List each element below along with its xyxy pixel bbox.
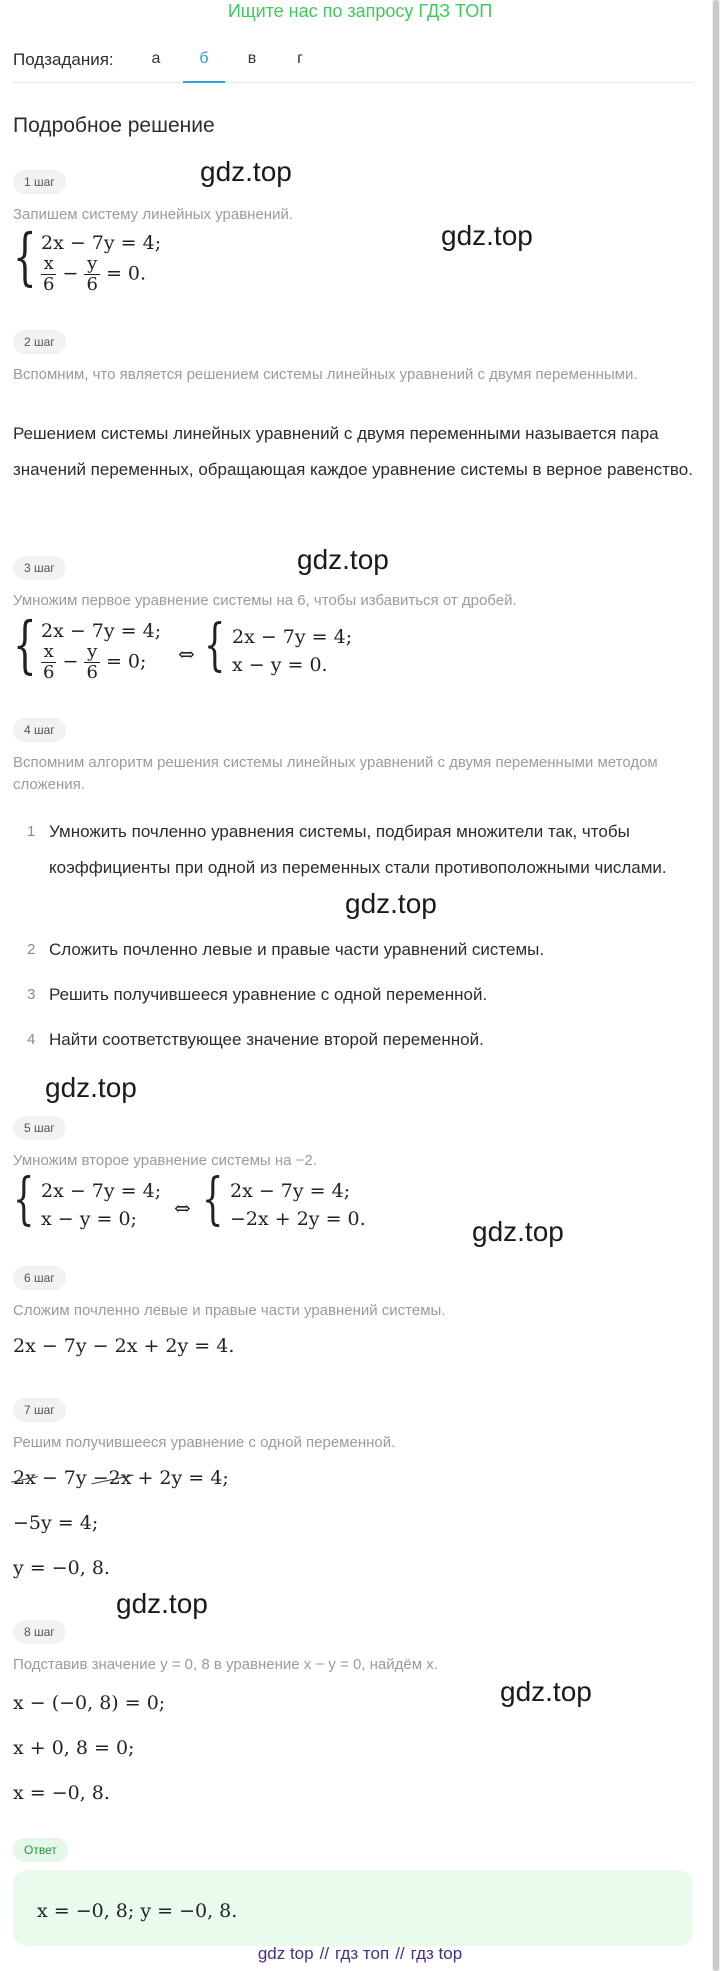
step-text: Умножим первое уравнение системы на 6, чтобы избавиться от дробей. (13, 592, 517, 609)
list-item (13, 814, 693, 922)
numerator: y (84, 254, 99, 275)
answer-equation: x = −0, 8; y = −0, 8. (37, 1900, 238, 1922)
step-chip: 6 шаг (13, 1266, 66, 1290)
list-number: 4 (27, 1031, 36, 1048)
step-text: Вспомним алгоритм решения системы линейных уравнений с двумя переменными методом сложения. (13, 754, 658, 793)
equation-part: − 7y (35, 1467, 93, 1489)
equation-tail: = 0; (105, 650, 147, 673)
watermark: gdz.top (472, 1216, 564, 1247)
subtasks-bar (13, 46, 693, 83)
scrollbar[interactable] (712, 0, 720, 1971)
footer-link[interactable]: гдз top (410, 1944, 463, 1963)
cancelled-term: −2x (92, 1467, 132, 1489)
list-number: 3 (27, 986, 36, 1003)
left-brace: { (202, 1167, 224, 1232)
watermark: gdz.top (116, 1588, 208, 1619)
answer-chip: Ответ (13, 1838, 68, 1862)
list-text: Решить получившееся уравнение с одной переменной. (49, 985, 488, 1004)
numerator: x (41, 642, 56, 663)
equation-tail: = 0. (105, 262, 147, 285)
step-chip: 2 шаг (13, 330, 66, 354)
operator: − (62, 650, 79, 673)
equation: 2x − 7y = 4; (41, 620, 162, 642)
watermark: gdz.top (200, 156, 292, 187)
tab-g[interactable]: г (297, 50, 303, 67)
equation-system (204, 613, 364, 684)
equation: x − (−0, 8) = 0; (13, 1692, 166, 1714)
equation: x = −0, 8. (13, 1782, 110, 1804)
tab-v[interactable]: в (247, 50, 257, 67)
left-brace: { (13, 1167, 35, 1232)
numerator: x (41, 254, 56, 275)
footer-link[interactable]: гдз топ (335, 1944, 390, 1963)
equation: 2x − 7y = 4; (41, 232, 162, 254)
equation: x + 0, 8 = 0; (13, 1737, 135, 1759)
list-number: 2 (27, 941, 36, 958)
promo-banner[interactable]: Ищите нас по запросу ГДЗ ТОП (227, 1, 493, 21)
cancelled-term: 2x (13, 1467, 36, 1489)
watermark: gdz.top (500, 1676, 592, 1707)
denominator: 6 (43, 662, 55, 683)
watermark: gdz.top (441, 220, 533, 251)
equivalence-symbol: ⇔ (174, 1196, 191, 1220)
tab-a[interactable]: а (151, 50, 161, 67)
equation-system (13, 1167, 163, 1238)
step-text: Запишем систему линейных уравнений. (13, 206, 294, 223)
left-brace: { (13, 220, 37, 293)
equation: −5y = 4; (13, 1512, 99, 1534)
numerator: y (84, 642, 99, 663)
watermark: gdz.top (45, 1072, 137, 1103)
equation-system (13, 220, 193, 302)
step-text: Вспомним, что является решением системы линейных уравнений с двумя переменными. (13, 366, 638, 383)
equation (41, 642, 146, 683)
definition-text: Решением системы линейных уравнений с двумя переменными называется пара значений переменных, обращающая каждое уравнение системы в верное равенство. (13, 424, 693, 479)
equation-system (13, 608, 173, 690)
step-chip: 7 шаг (13, 1398, 66, 1422)
list-text: Найти соответствующее значение второй переменной. (49, 1030, 484, 1049)
watermark: gdz.top (345, 888, 437, 919)
equation: −2x + 2y = 0. (230, 1208, 366, 1230)
watermark: gdz.top (297, 544, 389, 575)
step-chip: 3 шаг (13, 556, 66, 580)
denominator: 6 (43, 274, 55, 295)
denominator: 6 (86, 662, 98, 683)
equation: x − y = 0; (41, 1208, 137, 1230)
step-chip: 5 шаг (13, 1116, 66, 1140)
tab-b[interactable]: б (183, 50, 225, 83)
scrollbar-thumb[interactable] (713, 0, 719, 1971)
left-brace: { (204, 613, 226, 678)
step-chip: 8 шаг (13, 1620, 66, 1644)
equation-part: + 2y = 4; (131, 1467, 229, 1489)
page-title: Подробное решение (13, 114, 215, 137)
equation: 2x − 7y − 2x + 2y = 4. (13, 1335, 235, 1357)
step-text: Умножим второе уравнение системы на −2. (13, 1152, 317, 1169)
equation-cancelled (13, 1467, 229, 1489)
step-text: Сложим почленно левые и правые части уравнений системы. (13, 1302, 446, 1319)
equivalence-symbol: ⇔ (178, 642, 195, 666)
footer-separator: // (395, 1944, 405, 1963)
equation: y = −0, 8. (13, 1557, 110, 1579)
footer-separator: // (319, 1944, 330, 1963)
step-text: Подставив значение y = 0, 8 в уравнение x − y = 0, найдём x. (13, 1656, 438, 1673)
list-text: Сложить почленно левые и правые части уравнений системы. (49, 940, 545, 959)
left-brace: { (13, 608, 37, 681)
equation-system (202, 1167, 382, 1238)
footer-link[interactable]: gdz top (257, 1944, 314, 1963)
footer-links (0, 1942, 720, 1966)
list-text: Умножить почленно уравнения системы, подбирая множители так, чтобы коэффициенты при одной из переменных стали противоположными числами. (49, 822, 667, 877)
equation: x − y = 0. (232, 654, 328, 676)
equation: 2x − 7y = 4; (230, 1180, 351, 1202)
equation: 2x − 7y = 4; (232, 626, 353, 648)
list-number: 1 (27, 823, 36, 840)
equation (41, 254, 146, 295)
step-text: Решим получившееся уравнение с одной переменной. (13, 1434, 396, 1451)
answer-box (13, 1870, 693, 1946)
denominator: 6 (86, 274, 98, 295)
subtasks-label: Подзадания: (13, 50, 114, 69)
step-chip: 1 шаг (13, 170, 66, 194)
equation: 2x − 7y = 4; (41, 1180, 162, 1202)
step-chip: 4 шаг (13, 718, 66, 742)
operator: − (62, 262, 79, 285)
